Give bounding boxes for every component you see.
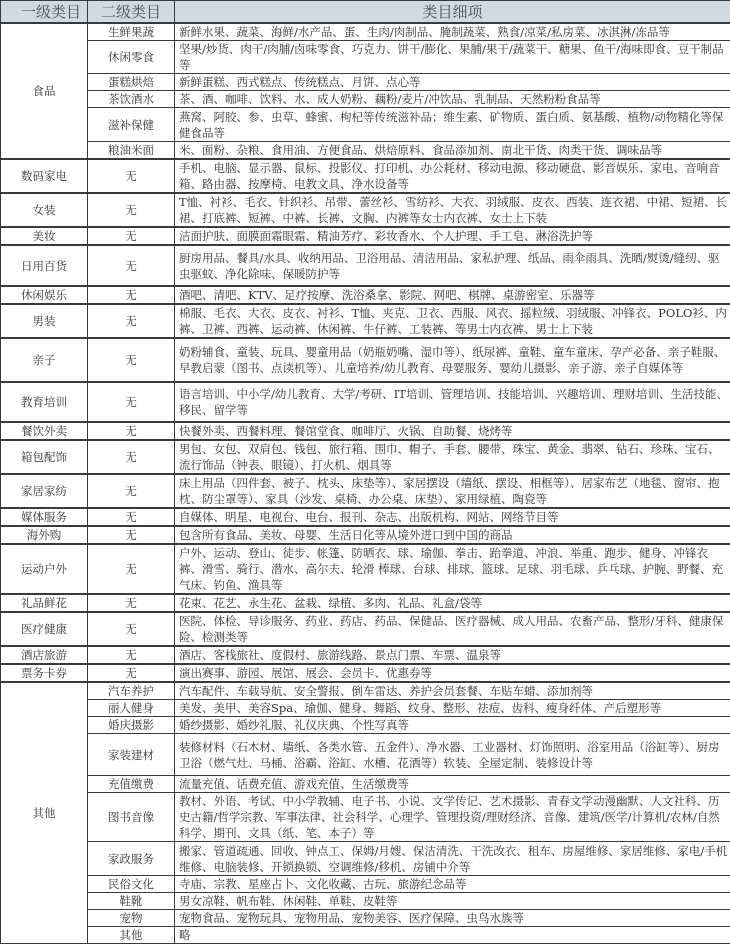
level2-category: 鞋靴 — [88, 893, 175, 910]
level1-category: 亲子 — [1, 338, 88, 382]
table-row — [1, 142, 730, 160]
level1-category: 媒体服务 — [1, 508, 88, 526]
table-body — [1, 23, 730, 944]
level2-category: 无 — [88, 245, 175, 286]
level2-category: 生鲜果蔬 — [88, 23, 175, 41]
category-detail: 医院、体检、导诊服务、药业、药店、药品、保健品、医疗器械、成人用品、农畜产品、整形/牙科、健康保险、检测类等 — [175, 612, 730, 646]
table-row — [1, 23, 730, 41]
table-row — [1, 193, 730, 227]
category-detail: 男女凉鞋、帆布鞋、休闲鞋、单鞋、皮鞋等 — [175, 893, 730, 910]
level1-category: 票务卡券 — [1, 664, 88, 682]
category-detail: 床上用品（四件套、被子、枕头、床垫等）、家居摆设（墙纸、摆设、相框等）、居家布艺（地毯、窗帘、抱枕、防尘罩等）、家具（沙发、桌椅、办公桌、床垫）、家用绿植、陶瓷等 — [175, 474, 730, 508]
level1-category: 女装 — [1, 193, 88, 227]
level2-category: 无 — [88, 422, 175, 440]
category-detail: 新鲜蛋糕、西式糕点、传统糕点、月饼、点心等 — [175, 74, 730, 91]
level1-category: 美妆 — [1, 227, 88, 245]
level2-category: 无 — [88, 612, 175, 646]
category-detail: 米、面粉、杂粮、食用油、方便食品、烘焙原料、食品添加剂、南北干货、肉类干货、调味品等 — [175, 142, 730, 160]
level1-category: 礼品鲜花 — [1, 594, 88, 612]
table-row — [1, 227, 730, 245]
level1-category: 休闲娱乐 — [1, 286, 88, 304]
category-detail: 洁面护肤、面膜面霜眼霜、精油芳疗、彩妆香水、个人护理、手工皂、淋浴洗护等 — [175, 227, 730, 245]
category-detail: 包含所有食品、美妆、母婴、生活日化等从境外进口到中国的商品 — [175, 526, 730, 544]
category-detail: 户外、运动、登山、徒步、帐篷、防晒衣、球、瑜伽、拳击、跆拳道、冲浪、举重、跑步、健身、冲锋衣裤、滑雪、骑行、潜水、高尔夫、轮滑 棒球、台球、排球、篮球、足球、羽毛球、乒乓球、护腕、野餐、充气床、钓鱼、渔具等 — [175, 544, 730, 594]
category-detail: 新鲜水果、蔬菜、海鲜/水产品、蛋、生肉/肉制品、腌制蔬菜、熟食/凉菜/私房菜、冰淇淋/冻品等 — [175, 23, 730, 41]
level1-category: 家居家纺 — [1, 474, 88, 508]
level2-category: 家装建材 — [88, 734, 175, 776]
table-row — [1, 646, 730, 664]
table-row — [1, 508, 730, 526]
level2-category: 无 — [88, 227, 175, 245]
table-row — [1, 245, 730, 286]
table-row — [1, 910, 730, 927]
table-row — [1, 440, 730, 474]
category-detail: 装修材料（石木材、墙纸、各类水管、五金件）、净水器、工业器材、灯饰照明、浴室用品（浴缸等）、厨房卫浴（燃气灶、马桶、浴霸、浴缸、水槽、花洒等）软装、全屋定制、装修设计等 — [175, 734, 730, 776]
category-detail: 寺庙、宗教、星座占卜、文化收藏、古玩、旅游纪念品等 — [175, 876, 730, 893]
category-detail: 花束、花艺、永生花、盆栽、绿植、多肉、礼品、礼盒/袋等 — [175, 594, 730, 612]
table-row — [1, 304, 730, 338]
table-row — [1, 159, 730, 193]
level2-category: 无 — [88, 304, 175, 338]
header-level2: 二级类目 — [88, 1, 175, 24]
table-row — [1, 793, 730, 842]
level2-category: 充值缴费 — [88, 776, 175, 793]
category-detail: 婚纱摄影、婚纱礼服、礼仪庆典、个性写真等 — [175, 717, 730, 734]
category-detail: 流量充值、话费充值、游戏充值、生活缴费等 — [175, 776, 730, 793]
table-row — [1, 91, 730, 108]
level1-category: 餐饮外卖 — [1, 422, 88, 440]
level2-category: 无 — [88, 159, 175, 193]
header-detail: 类目细项 — [175, 1, 730, 24]
table-row — [1, 382, 730, 422]
level2-category: 婚庆摄影 — [88, 717, 175, 734]
level1-category: 食品 — [1, 23, 88, 159]
table-row — [1, 526, 730, 544]
table-row — [1, 682, 730, 700]
category-detail: 茶、酒、咖啡、饮料、水、成人奶粉、藕粉/麦片/冲饮品、乳制品、天然粉粉食品等 — [175, 91, 730, 108]
table-row — [1, 734, 730, 776]
category-detail: 宠物食品、宠物玩具、宠物用品、宠物美容、医疗保障、虫鸟水族等 — [175, 910, 730, 927]
level1-category: 运动户外 — [1, 544, 88, 594]
table-row — [1, 664, 730, 682]
table-row — [1, 612, 730, 646]
level2-category: 宠物 — [88, 910, 175, 927]
category-detail: 教材、外语、考试、中小学教辅、电子书、小说、文学传记、艺术摄影、青春文学动漫幽默、人文社科、历史古籍/哲学宗教、军事法律、社会科学、心理学、管理投资/理财经济、音像、建筑/医学/计算机/农林/自然科学、期刊、文具（纸、笔、本子）等 — [175, 793, 730, 842]
level1-category: 数码家电 — [1, 159, 88, 193]
category-detail: 厨房用品、餐具/水具、收纳用品、卫浴用品、清洁用品、家私护理、纸品、雨伞雨具、洗晒/熨烫/缝纫、驱虫驱蚊、净化除味、保暖防护等 — [175, 245, 730, 286]
category-detail: 略 — [175, 927, 730, 944]
table-row — [1, 594, 730, 612]
level2-category: 汽车养护 — [88, 682, 175, 700]
level2-category: 无 — [88, 526, 175, 544]
table-row — [1, 876, 730, 893]
table-row — [1, 474, 730, 508]
category-detail: 酒吧、清吧、KTV、足疗按摩、洗浴桑拿、影院、网吧、棋牌、桌游密室、乐器等 — [175, 286, 730, 304]
table-row — [1, 74, 730, 91]
level1-category: 医疗健康 — [1, 612, 88, 646]
category-detail: 汽车配件、车载导航、安全警报、倒车雷达、养护会员套餐、车贴车蜡、添加剂等 — [175, 682, 730, 700]
level2-category: 蛋糕烘焙 — [88, 74, 175, 91]
level2-category: 丽人健身 — [88, 700, 175, 717]
table-row — [1, 544, 730, 594]
level1-category: 箱包配饰 — [1, 440, 88, 474]
category-detail: 男包、女包、双肩包、钱包、旅行箱、围巾、帽子、手套、腰带、珠宝、黄金、翡翠、钻石、珍珠、宝石、流行饰品（钟表、眼镜）、打火机、烟具等 — [175, 440, 730, 474]
level2-category: 图书音像 — [88, 793, 175, 842]
category-detail: 自媒体、明星、电视台、电台、报刊、杂志、出版机构、网站、网络节目等 — [175, 508, 730, 526]
category-detail: 快餐外卖、西餐料理、餐馆堂食、咖啡厅、火锅、自助餐、烧烤等 — [175, 422, 730, 440]
header-level1: 一级类目 — [1, 1, 88, 24]
level2-category: 民俗文化 — [88, 876, 175, 893]
header-row — [1, 1, 730, 24]
level2-category: 无 — [88, 594, 175, 612]
category-detail: 语言培训、中小学/幼儿教育、大学/考研、IT培训、管理培训、技能培训、兴趣培训、理财培训、生活技能、移民、留学等 — [175, 382, 730, 422]
category-detail: 坚果/炒货、肉干/肉脯/卤味零食、巧克力、饼干/膨化、果脯/果干/蔬菜干、糖果、鱼干/海味即食、豆干制品等 — [175, 41, 730, 74]
level1-category: 日用百货 — [1, 245, 88, 286]
level1-category: 男装 — [1, 304, 88, 338]
level2-category: 粮油米面 — [88, 142, 175, 160]
table-row — [1, 893, 730, 910]
level2-category: 无 — [88, 338, 175, 382]
level2-category: 无 — [88, 286, 175, 304]
category-detail: 燕窝、阿胶、参、虫草、蜂蜜、枸杞等传统滋补品；维生素、矿物质、蛋白质、氨基酸、植物/动物精化等保健食品等 — [175, 108, 730, 142]
table-row — [1, 717, 730, 734]
category-detail: 手机、电脑、显示器、鼠标、投影仪、打印机、办公耗材、移动电源、移动硬盘、影音娱乐、家电、音响音箱、路由器、按摩椅、电教文具、净水设备等 — [175, 159, 730, 193]
level2-category: 无 — [88, 544, 175, 594]
table-row — [1, 286, 730, 304]
level2-category: 茶饮酒水 — [88, 91, 175, 108]
level1-category: 海外购 — [1, 526, 88, 544]
table-row — [1, 927, 730, 944]
level1-category: 其他 — [1, 682, 88, 944]
level2-category: 无 — [88, 193, 175, 227]
table-row — [1, 41, 730, 74]
level2-category: 休闲零食 — [88, 41, 175, 74]
category-detail: 演出赛事、游园、展馆、展会、会员卡、优惠券等 — [175, 664, 730, 682]
category-detail: 棉服、毛衣、大衣、皮衣、衬衫、T恤、夹克、卫衣、西服、风衣、摇粒绒、羽绒服、冲锋衣、POLO衫、内裤、卫裤、西裤、运动裤、休闲裤、牛仔裤、工装裤、等男士内衣裤、男士上下装 — [175, 304, 730, 338]
table-row — [1, 776, 730, 793]
table-row — [1, 842, 730, 876]
level1-category: 教育培训 — [1, 382, 88, 422]
level2-category: 无 — [88, 508, 175, 526]
category-detail: 酒店、客栈旅社、度假村、旅游线路、景点门票、车票、温泉等 — [175, 646, 730, 664]
category-detail: 搬家、管道疏通、回收、钟点工、保姆/月嫂、保洁清洗、干洗改衣、租车、房屋维修、家居维修、家电/手机维修、电脑装修、开锁换锁、空调维修/移机、房铺中介等 — [175, 842, 730, 876]
level2-category: 其他 — [88, 927, 175, 944]
table-row — [1, 338, 730, 382]
category-detail: 美发、美甲、美容Spa、瑜伽、健身、舞蹈、纹身、整形、祛痘、齿科、瘦身纤体、产后塑形等 — [175, 700, 730, 717]
table-row — [1, 700, 730, 717]
table-row — [1, 108, 730, 142]
category-detail: T恤、衬衫、毛衣、针织衫、吊带、蕾丝衫、雪纺衫、大衣、羽绒服、皮衣、西装、连衣裙、中裙、短裙、长裙、打底裤、短裤、中裤、长裤、文胸、内裤等女士内衣裤、女士上下装 — [175, 193, 730, 227]
level1-category: 酒店旅游 — [1, 646, 88, 664]
level2-category: 无 — [88, 646, 175, 664]
level2-category: 无 — [88, 440, 175, 474]
level2-category: 家政服务 — [88, 842, 175, 876]
level2-category: 无 — [88, 474, 175, 508]
category-detail: 奶粉辅食、童装、玩具、婴童用品（奶瓶奶嘴、湿巾等）、纸尿裤、童鞋、童车童床、孕产必备、亲子鞋服、早教启蒙（图书、点读机等）、儿童培养/幼儿教育、母婴服务、婴幼儿摄影、亲子游、亲子自媒体等 — [175, 338, 730, 382]
level2-category: 滋补保健 — [88, 108, 175, 142]
level2-category: 无 — [88, 382, 175, 422]
table-row — [1, 422, 730, 440]
level2-category: 无 — [88, 664, 175, 682]
